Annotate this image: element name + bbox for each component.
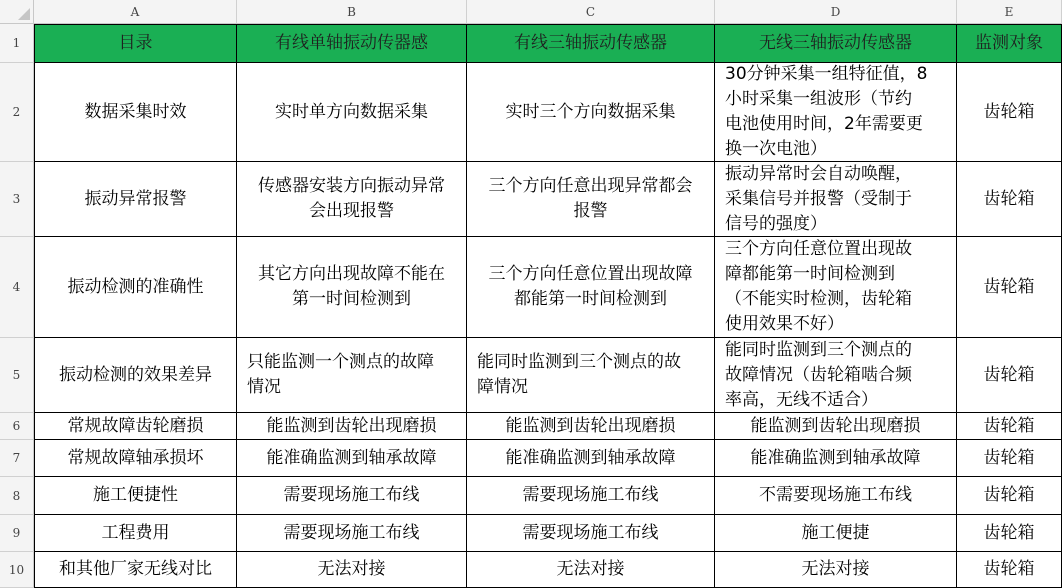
cell-e9[interactable]: 齿轮箱 — [957, 515, 1062, 552]
row-header-6[interactable]: 6 — [0, 413, 34, 440]
cell-e1[interactable]: 监测对象 — [957, 24, 1062, 63]
select-all-corner[interactable] — [0, 0, 34, 24]
cell-b5[interactable]: 只能监测一个测点的故障 情况 — [237, 338, 467, 413]
table-row — [34, 63, 1062, 162]
cell-d1[interactable]: 无线三轴振动传感器 — [715, 24, 957, 63]
cell-c3[interactable]: 三个方向任意出现异常都会 报警 — [467, 162, 715, 237]
cell-b4[interactable]: 其它方向出现故障不能在 第一时间检测到 — [237, 237, 467, 338]
cell-b8[interactable]: 需要现场施工布线 — [237, 477, 467, 515]
table-row — [34, 24, 1062, 63]
row-header-2[interactable]: 2 — [0, 63, 34, 162]
row-header-1[interactable]: 1 — [0, 24, 34, 63]
cell-d3[interactable]: 振动异常时会自动唤醒， 采集信号并报警（受制于 信号的强度） — [715, 162, 957, 237]
cell-b3[interactable]: 传感器安装方向振动异常 会出现报警 — [237, 162, 467, 237]
cell-e5[interactable]: 齿轮箱 — [957, 338, 1062, 413]
cell-c8[interactable]: 需要现场施工布线 — [467, 477, 715, 515]
cell-d6[interactable]: 能监测到齿轮出现磨损 — [715, 413, 957, 440]
cell-a4[interactable]: 振动检测的准确性 — [34, 237, 237, 338]
cell-e4[interactable]: 齿轮箱 — [957, 237, 1062, 338]
cell-d4[interactable]: 三个方向任意位置出现故 障都能第一时间检测到 （不能实时检测，齿轮箱 使用效果不好） — [715, 237, 957, 338]
table-row — [34, 413, 1062, 440]
cell-e6[interactable]: 齿轮箱 — [957, 413, 1062, 440]
cell-d10[interactable]: 无法对接 — [715, 552, 957, 588]
cell-a3[interactable]: 振动异常报警 — [34, 162, 237, 237]
row-header-4[interactable]: 4 — [0, 237, 34, 338]
cell-d2[interactable]: 30分钟采集一组特征值，8 小时采集一组波形（节约 电池使用时间，2年需要更 换一次电池） — [715, 63, 957, 162]
cell-b6[interactable]: 能监测到齿轮出现磨损 — [237, 413, 467, 440]
column-header-a[interactable]: A — [34, 0, 237, 24]
column-header-e[interactable]: E — [957, 0, 1062, 24]
table-row — [34, 237, 1062, 338]
cell-c9[interactable]: 需要现场施工布线 — [467, 515, 715, 552]
cell-d7[interactable]: 能准确监测到轴承故障 — [715, 440, 957, 477]
row-header-7[interactable]: 7 — [0, 440, 34, 477]
table-row — [34, 338, 1062, 413]
cell-d5[interactable]: 能同时监测到三个测点的 故障情况（齿轮箱啮合频 率高，无线不适合） — [715, 338, 957, 413]
cell-c4[interactable]: 三个方向任意位置出现故障 都能第一时间检测到 — [467, 237, 715, 338]
cell-a9[interactable]: 工程费用 — [34, 515, 237, 552]
cell-b1[interactable]: 有线单轴振动传器感 — [237, 24, 467, 63]
cell-a2[interactable]: 数据采集时效 — [34, 63, 237, 162]
cell-b10[interactable]: 无法对接 — [237, 552, 467, 588]
cell-a10[interactable]: 和其他厂家无线对比 — [34, 552, 237, 588]
row-header-3[interactable]: 3 — [0, 162, 34, 237]
cell-a6[interactable]: 常规故障齿轮磨损 — [34, 413, 237, 440]
column-header-b[interactable]: B — [237, 0, 467, 24]
cell-c7[interactable]: 能准确监测到轴承故障 — [467, 440, 715, 477]
cell-e8[interactable]: 齿轮箱 — [957, 477, 1062, 515]
column-headers — [34, 0, 1062, 24]
column-header-c[interactable]: C — [467, 0, 715, 24]
cell-c1[interactable]: 有线三轴振动传感器 — [467, 24, 715, 63]
column-header-d[interactable]: D — [715, 0, 957, 24]
cell-e3[interactable]: 齿轮箱 — [957, 162, 1062, 237]
cell-a8[interactable]: 施工便捷性 — [34, 477, 237, 515]
cell-c2[interactable]: 实时三个方向数据采集 — [467, 63, 715, 162]
cell-grid — [34, 24, 1062, 588]
cell-c6[interactable]: 能监测到齿轮出现磨损 — [467, 413, 715, 440]
cell-a7[interactable]: 常规故障轴承损坏 — [34, 440, 237, 477]
cell-d8[interactable]: 不需要现场施工布线 — [715, 477, 957, 515]
table-row — [34, 162, 1062, 237]
cell-a1[interactable]: 目录 — [34, 24, 237, 63]
row-header-8[interactable]: 8 — [0, 477, 34, 515]
table-row — [34, 552, 1062, 588]
cell-e7[interactable]: 齿轮箱 — [957, 440, 1062, 477]
cell-e2[interactable]: 齿轮箱 — [957, 63, 1062, 162]
table-row — [34, 477, 1062, 515]
row-header-5[interactable]: 5 — [0, 338, 34, 413]
cell-b7[interactable]: 能准确监测到轴承故障 — [237, 440, 467, 477]
table-row — [34, 440, 1062, 477]
cell-b2[interactable]: 实时单方向数据采集 — [237, 63, 467, 162]
cell-b9[interactable]: 需要现场施工布线 — [237, 515, 467, 552]
cell-c5[interactable]: 能同时监测到三个测点的故 障情况 — [467, 338, 715, 413]
cell-d9[interactable]: 施工便捷 — [715, 515, 957, 552]
select-all-triangle-icon — [18, 8, 30, 20]
row-headers — [0, 24, 34, 588]
cell-c10[interactable]: 无法对接 — [467, 552, 715, 588]
row-header-10[interactable]: 10 — [0, 552, 34, 588]
cell-a5[interactable]: 振动检测的效果差异 — [34, 338, 237, 413]
table-row — [34, 515, 1062, 552]
cell-e10[interactable]: 齿轮箱 — [957, 552, 1062, 588]
row-header-9[interactable]: 9 — [0, 515, 34, 552]
